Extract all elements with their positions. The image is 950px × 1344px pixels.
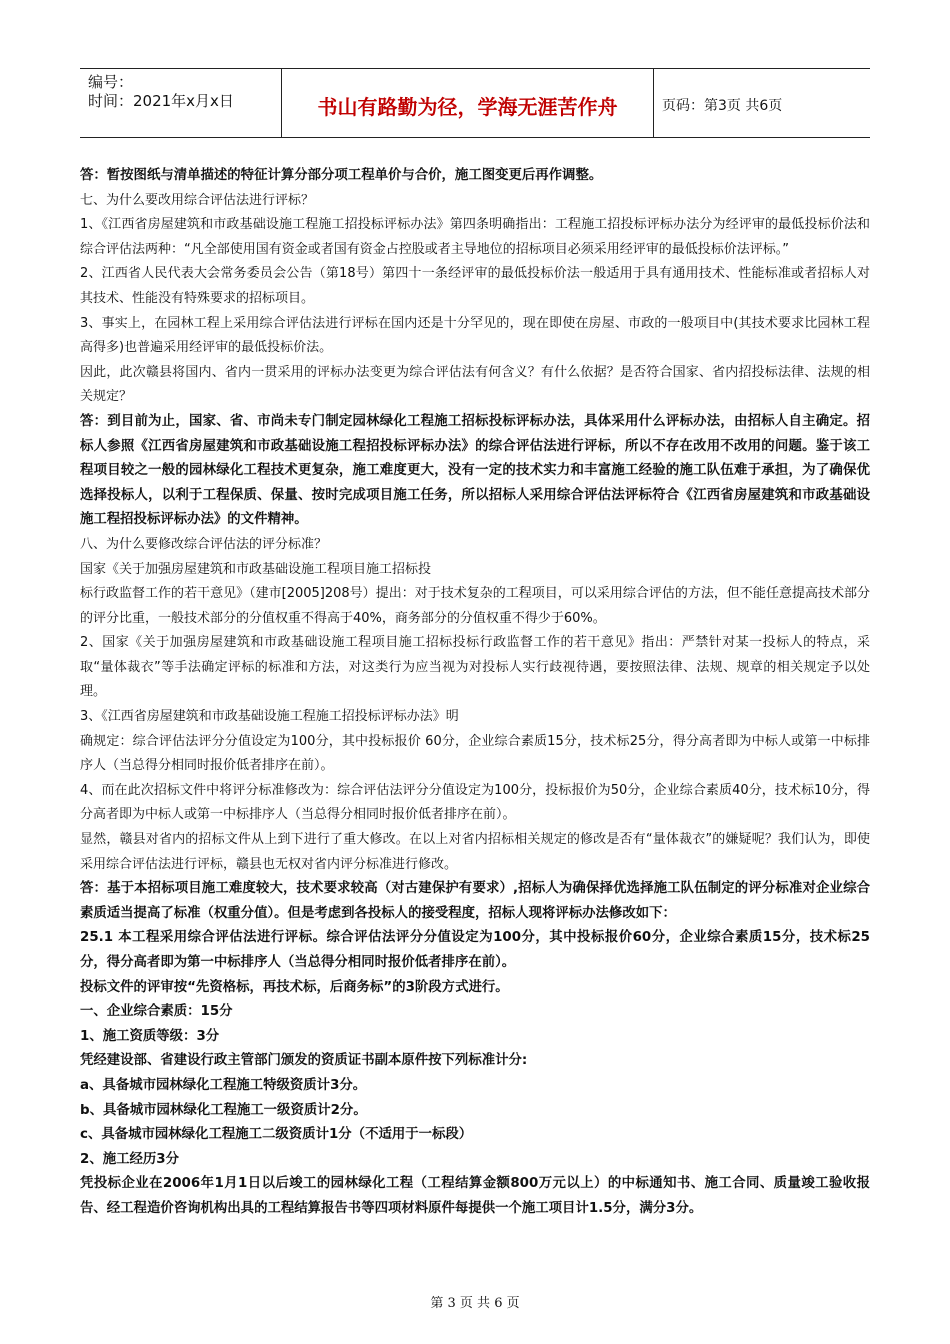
paragraph: 3、《江西省房屋建筑和市政基础设施工程施工招投标评标办法》明 <box>80 709 459 725</box>
paragraph: 2、国家《关于加强房屋建筑和市政基础设施工程项目施工招标投标行政监督工作的若干意见》指出：严禁针对某一投标人的特点，采取“量体裁衣”等手法确定评标的标准和方法，对这类行为应当视为对投标人实行歧视待遇，要按照法律、法规、规章的相关规定予以处理。 <box>80 635 870 700</box>
paragraph: 凭经建设部、省建设行政主管部门颁发的资质证书副本原件按下列标准计分: <box>80 1053 528 1069</box>
code-label: 编号： <box>88 73 134 91</box>
paragraph: 4、而在此次招标文件中将评分标准修改为：综合评估法评分分值设定为100分，投标报价为50分，企业综合素质40分，技术标10分，得分高者即为中标人或第一中标排序人（当总得分相同时报价低者排序在前）。 <box>80 782 870 823</box>
paragraph: 一、企业综合素质：15分 <box>80 1004 233 1020</box>
paragraph: b、具备城市园林绿化工程施工一级资质计2分。 <box>80 1102 367 1118</box>
paragraph: 答：到目前为止，国家、省、市尚未专门制定园林绿化工程施工招标投标评标办法，具体采用什么评标办法，由招标人自主确定。招标人参照《江西省房屋建筑和市政基础设施工程招投标评标办法》的综合评估法进行评标，所以不存在改用不改用的问题。鉴于该工程项目较之一般的园林绿化工程技术更复杂，施工难度更大，没有一定的技术实力和丰富施工经验的施工队伍难于承担，为了确保优选择投标人，以利于工程保质、保量、按时完成项目施工任务，所以招标人采用综合评估法评标符合《江西省房屋建筑和市政基础设施工程招投标评标办法》的文件精神。 <box>80 413 870 528</box>
paragraph: a、具备城市园林绿化工程施工特级资质计3分。 <box>80 1077 367 1093</box>
time-label: 时间：2021年x月x日 <box>88 92 234 110</box>
paragraph: 投标文件的评审按“先资格标，再技术标，后商务标”的3阶段方式进行。 <box>80 979 509 995</box>
paragraph: 1、施工资质等级：3分 <box>80 1028 220 1044</box>
paragraph: 因此，此次赣县将国内、省内一贯采用的评标办法变更为综合评估法有何含义？有什么依据？是否符合国家、省内招投标法律、法规的相关规定？ <box>80 364 870 405</box>
page-header <box>80 68 870 138</box>
paragraph: 2、江西省人民代表大会常务委员会公告（第18号）第四十一条经评审的最低投标价法一般适用于具有通用技术、性能标准或者招标人对其技术、性能没有特殊要求的招标项目。 <box>80 266 870 306</box>
paragraph: 答：基于本招标项目施工难度较大，技术要求较高（对古建保护有要求）,招标人为确保择优选择施工队伍制定的评分标准对企业综合素质适当提高了标准（权重分值）。但是考虑到各投标人的接受程度，招标人现将评标办法修改如下： <box>80 881 870 921</box>
header-page-info: 页码：第3页 共6页 <box>662 98 783 114</box>
paragraph: 3、事实上，在园林工程上采用综合评估法进行评标在国内还是十分罕见的，现在即使在房屋、市政的一般项目中(其技术要求比园林工程高得多)也普遍采用经评审的最低投标价法。 <box>80 315 870 356</box>
paragraph: 凭投标企业在2006年1月1日以后竣工的园林绿化工程（工程结算金额800万元以上）的中标通知书、施工合同、质量竣工验收报告、经工程造价咨询机构出具的工程结算报告书等四项材料原件每提供一个施工项目计1.5分，满分3分。 <box>80 1176 870 1216</box>
document-body <box>80 164 870 1222</box>
paragraph: 显然，赣县对省内的招标文件从上到下进行了重大修改。在以上对省内招标相关规定的修改是否有“量体裁衣”的嫌疑呢？我们认为，即使采用综合评估法进行评标，赣县也无权对省内评分标准进行修改。 <box>80 832 870 872</box>
paragraph: 2、施工经历3分 <box>80 1151 179 1167</box>
paragraph: 国家《关于加强房屋建筑和市政基础设施工程项目施工招标投 <box>80 561 432 577</box>
paragraph: 确规定：综合评估法评分分值设定为100分，其中投标报价 60分，企业综合素质15分，技术标25分，得分高者即为中标人或第一中标排序人（当总得分相同时报价低者排序在前）。 <box>80 733 870 774</box>
paragraph: 七、为什么要改用综合评估法进行评标？ <box>80 192 315 208</box>
page-footer: 第 3 页 共 6 页 <box>430 1296 520 1311</box>
paragraph: 答：暂按图纸与清单描述的特征计算分部分项工程单价与合价，施工图变更后再作调整。 <box>80 168 603 183</box>
paragraph: 1、《江西省房屋建筑和市政基础设施工程施工招投标评标办法》第四条明确指出：工程施工招投标评标办法分为经评审的最低投标价法和综合评估法两种：“凡全部使用国有资金或者国有资金占控股或者主导地位的招标项目必须采用经评审的最低投标价法评标。” <box>80 217 870 257</box>
paragraph: 标行政监督工作的若干意见》（建市[2005]208号）提出：对于技术复杂的工程项目，可以采用综合评估的方法，但不能任意提高技术部分的评分比重，一般技术部分的分值权重不得高于40%，商务部分的分值权重不得少于60%。 <box>80 586 870 626</box>
paragraph: 八、为什么要修改综合评估法的评分标准？ <box>80 536 328 552</box>
paragraph: 25.1 本工程采用综合评估法进行评标。综合评估法评分分值设定为100分，其中投标报价60分，企业综合素质15分，技术标25分，得分高者即为第一中标排序人（当总得分相同时报价低者排序在前）。 <box>80 930 870 970</box>
header-meta <box>80 69 282 137</box>
header-motto: 书山有路勤为径，学海无涯苦作舟 <box>282 69 654 137</box>
paragraph: c、具备城市园林绿化工程施工二级资质计1分（不适用于一标段） <box>80 1127 473 1143</box>
